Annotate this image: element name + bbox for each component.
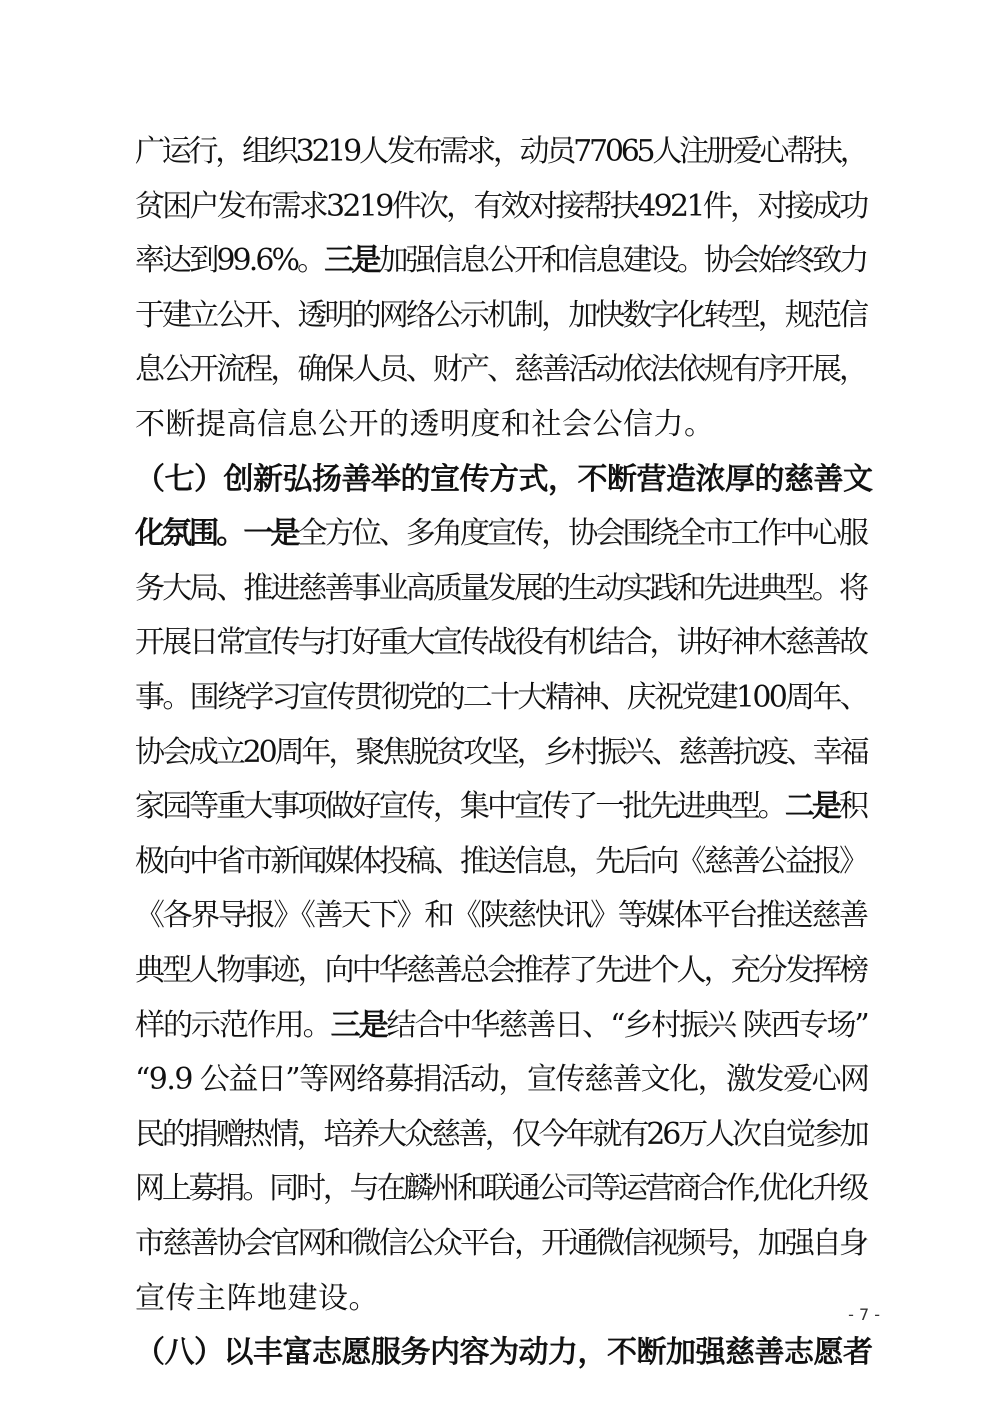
text-line (135, 623, 870, 663)
bold-text-segment: 一是 (243, 516, 298, 552)
bold-text-segment: （八）以丰富志愿服务内容为动力，不断加强慈善志愿者 (135, 1335, 873, 1371)
text-segment: 广运行，组织3219人发布需求，动员77065人注册爱心帮扶， (135, 134, 867, 169)
text-line (135, 514, 870, 554)
bold-text-segment: （七）创新弘扬善举的宣传方式，不断营造浓厚的慈善文 (135, 461, 873, 497)
text-line (135, 896, 870, 936)
text-line (135, 187, 870, 227)
bold-text-segment: 二是 (784, 789, 840, 825)
text-line (135, 951, 870, 991)
text-segment: 家园等重大事项做好宣传，集中宣传了一批先进典型。 (135, 789, 785, 825)
text-segment: 率达到99.6%。 (135, 243, 325, 279)
text-line (135, 678, 870, 718)
text-line (135, 296, 870, 336)
text-segment: 网上募捐。同时，与在麟州和联通公司等运营商合作,优化升级 (135, 1171, 866, 1207)
bold-text-segment: 三是 (324, 243, 379, 279)
text-line (135, 1115, 870, 1155)
bold-text-segment: 化氛围。 (135, 516, 244, 552)
text-segment: 样的示范作用。 (135, 1007, 331, 1043)
text-segment: 不断提高信息公开的透明度和社会公信力。 (135, 407, 715, 442)
text-line (135, 569, 870, 609)
text-line (135, 787, 870, 827)
text-segment: 市慈善协会官网和微信公众平台，开通微信视频号，加强自身 (135, 1226, 867, 1261)
text-segment: 协会成立20周年，聚焦脱贫攻坚，乡村振兴、慈善抗疫、幸福 (135, 734, 867, 770)
text-line (135, 842, 870, 882)
text-segment: 极向中省市新闻媒体投稿、推送信息，先后向《慈善公益报》 (135, 843, 867, 879)
text-segment: 息公开流程，确保人员、财产、慈善活动依法依规有序开展， (135, 352, 867, 388)
text-line (135, 1279, 870, 1319)
text-line (135, 733, 870, 773)
text-segment: 全方位、多角度宣传，协会围绕全市工作中心服 (297, 516, 867, 552)
text-segment: 《各界导报》《善天下》和《陕慈快讯》等媒体平台推送慈善 (135, 898, 867, 934)
text-line (135, 1333, 873, 1373)
text-line (135, 1224, 870, 1264)
text-line (135, 405, 870, 445)
text-segment: 于建立公开、透明的网络公示机制，加快数字化转型，规范信 (135, 297, 867, 333)
text-segment: 开展日常宣传与打好重大宣传战役有机结合，讲好神木慈善故 (135, 625, 867, 661)
bold-text-segment: 三是 (330, 1007, 387, 1043)
text-line (135, 460, 873, 500)
text-segment: 务大局、推进慈善事业高质量发展的生动实践和先进典型。将 (135, 570, 867, 606)
text-segment: 民的捐赠热情，培养大众慈善，仅今年就有26万人次自觉参加 (135, 1116, 867, 1152)
text-segment: 积 (839, 789, 867, 825)
page-number: - 7 - (848, 1305, 880, 1324)
text-segment: 宣传主阵地建设。 (135, 1280, 379, 1316)
text-line (135, 132, 870, 172)
text-line (135, 241, 870, 281)
text-segment: 贫困户发布需求3219件次，有效对接帮扶4921件，对接成功 (135, 188, 867, 224)
text-segment: 事。围绕学习宣传贯彻党的二十大精神、庆祝党建100周年、 (135, 680, 868, 715)
text-segment: “9.9 公益日”等网络募捐活动，宣传慈善文化，激发爱心网 (135, 1062, 869, 1098)
text-line (135, 1169, 870, 1209)
text-line (135, 1060, 870, 1100)
text-segment: 典型人物事迹，向中华慈善总会推荐了先进个人，充分发挥榜 (135, 953, 867, 988)
text-segment: 结合中华慈善日、“乡村振兴 陕西专场” (386, 1007, 868, 1043)
text-line (135, 350, 870, 390)
text-segment: 加强信息公开和信息建设。协会始终致力 (378, 243, 867, 279)
text-line (135, 1006, 870, 1046)
